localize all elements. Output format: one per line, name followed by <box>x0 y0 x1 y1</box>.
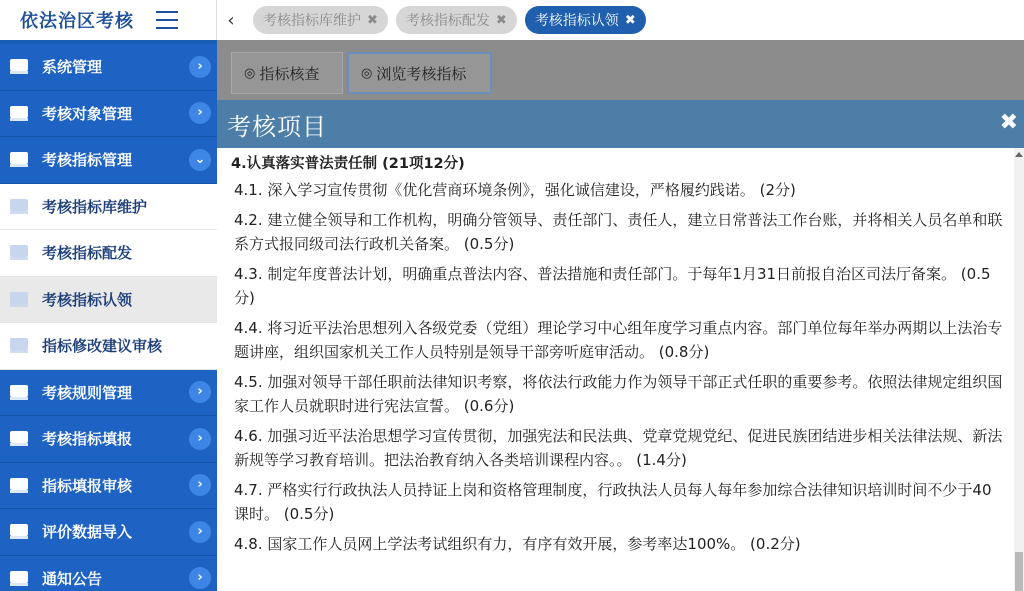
indicator-item: 4.2. 建立健全领导和工作机构，明确分管领导、责任部门、责任人，建立日常普法工作台账，并将相关人员名单和联系方式报同级司法行政机关备案。 (0.5分) <box>234 211 1003 253</box>
monitor-icon <box>10 571 28 586</box>
tab-label: 考核指标认领 <box>534 13 619 29</box>
sidebar-item[interactable] <box>0 556 217 591</box>
sidebar-item-label: 考核对象管理 <box>42 104 133 123</box>
indicator-item: 4.5. 加强对领导干部任职前法律知识考察，将依法行政能力作为领导干部正式任职的重要参考。依照法律规定组织国家工作人员就职时进行宪法宣誓。 (0.6分) <box>234 373 1003 415</box>
sidebar-item[interactable] <box>0 91 217 138</box>
sidebar-item-label: 指标填报审核 <box>42 476 133 495</box>
sidebar-item-label: 考核指标配发 <box>42 244 133 263</box>
sidebar-item[interactable] <box>0 416 217 463</box>
monitor-icon <box>10 338 28 353</box>
tab-bar <box>217 0 1024 40</box>
monitor-icon <box>10 292 28 307</box>
sidebar-item[interactable] <box>0 137 217 184</box>
chevron-icon[interactable]: › <box>189 428 211 450</box>
sidebar-item[interactable] <box>0 370 217 417</box>
browse-indicators-button[interactable]: ◎ 浏览考核指标 <box>347 52 492 94</box>
modal-title: 考核项目 <box>227 112 327 141</box>
tab[interactable] <box>253 6 388 34</box>
sidebar-item[interactable] <box>0 277 217 324</box>
monitor-icon <box>10 385 28 400</box>
sidebar-item-label: 指标修改建议审核 <box>42 337 163 356</box>
tab-label: 考核指标库维护 <box>263 13 361 29</box>
close-icon[interactable]: ✖ <box>624 12 636 28</box>
sidebar-item[interactable] <box>0 323 217 370</box>
toolbar <box>217 40 1024 100</box>
indicator-item: 4.4. 将习近平法治思想列入各级党委（党组）理论学习中心组年度学习重点内容。部门单位每年举办两期以上法治专题讲座，组织国家机关工作人员特别是领导干部旁听庭审活动。 (0.8分) <box>234 319 1003 361</box>
indicator-item: 4.3. 制定年度普法计划，明确重点普法内容、普法措施和责任部门。于每年1月31日前报自治区司法厅备案。 (0.5分) <box>234 265 991 307</box>
scrollbar[interactable] <box>1014 148 1024 591</box>
chevron-icon[interactable]: › <box>189 102 211 124</box>
indicator-item: 4.6. 加强习近平法治思想学习宣传贯彻，加强宪法和民法典、党章党规党纪、促进民族团结进步相关法律法规、新法新规等学习教育培训。把法治教育纳入各类培训课程内容。。 (1.4分) <box>234 427 1003 469</box>
sidebar-menu <box>0 44 217 591</box>
hamburger-menu-icon[interactable] <box>156 11 178 29</box>
sidebar-item[interactable] <box>0 44 217 91</box>
chevron-icon[interactable]: › <box>189 474 211 496</box>
scroll-up-icon[interactable] <box>1015 152 1023 157</box>
monitor-icon <box>10 478 28 493</box>
check-indicators-button[interactable]: ◎ 指标核查 <box>231 52 343 94</box>
chevron-left-icon[interactable]: ‹ <box>227 9 235 31</box>
monitor-icon <box>10 152 28 167</box>
tab-label: 考核指标配发 <box>405 13 490 29</box>
close-icon[interactable]: ✖ <box>367 12 378 28</box>
indicator-item: 4.1. 深入学习宣传贯彻《优化营商环境条例》，强化诚信建设，严格履约践诺。 (2分) <box>234 181 796 199</box>
section-title: 4.认真落实普法责任制 (21项12分) <box>231 156 465 172</box>
brand-title: 依法治区考核 <box>20 11 134 32</box>
sidebar-item-label: 考核指标库维护 <box>42 197 148 216</box>
modal-header <box>217 100 1024 148</box>
close-icon[interactable]: ✖ <box>495 12 507 28</box>
indicator-item: 4.7. 严格实行行政执法人员持证上岗和资格管理制度，行政执法人员每人每年参加综合法律知识培训时间不少于40课时。 (0.5分) <box>234 481 992 523</box>
monitor-icon <box>10 245 28 260</box>
monitor-icon <box>10 199 28 214</box>
sidebar-item[interactable] <box>0 184 217 231</box>
sidebar-item[interactable] <box>0 509 217 556</box>
chevron-icon[interactable]: › <box>189 521 211 543</box>
brand-bar <box>0 0 217 40</box>
sidebar-item-label: 考核指标认领 <box>42 290 133 309</box>
monitor-icon <box>10 431 28 446</box>
chevron-icon[interactable]: ⌄ <box>189 149 211 171</box>
modal-body <box>217 148 1014 591</box>
eye-icon: ◎ <box>244 65 256 81</box>
monitor-icon <box>10 59 28 74</box>
tab[interactable] <box>525 6 646 34</box>
chevron-icon[interactable]: › <box>189 381 211 403</box>
indicator-item: 4.8. 国家工作人员网上学法考试组织有力，有序有效开展，参考率达100%。 (0.2分) <box>234 535 801 553</box>
sidebar <box>0 0 217 591</box>
chevron-icon[interactable]: › <box>189 567 211 589</box>
close-icon[interactable]: ✖ <box>999 110 1018 135</box>
sidebar-item-label: 考核指标管理 <box>42 151 133 170</box>
sidebar-item-label: 通知公告 <box>42 569 103 588</box>
sidebar-item[interactable] <box>0 463 217 510</box>
sidebar-item-label: 评价数据导入 <box>42 523 133 542</box>
tab[interactable] <box>396 6 517 34</box>
sidebar-item-label: 系统管理 <box>42 58 103 77</box>
sidebar-item-label: 考核指标填报 <box>42 430 133 449</box>
sidebar-item-label: 考核规则管理 <box>42 383 133 402</box>
monitor-icon <box>10 524 28 539</box>
scroll-thumb[interactable] <box>1015 552 1023 591</box>
monitor-icon <box>10 106 28 121</box>
eye-icon: ◎ <box>361 65 373 81</box>
sidebar-item[interactable] <box>0 230 217 277</box>
chevron-icon[interactable]: › <box>189 56 211 78</box>
